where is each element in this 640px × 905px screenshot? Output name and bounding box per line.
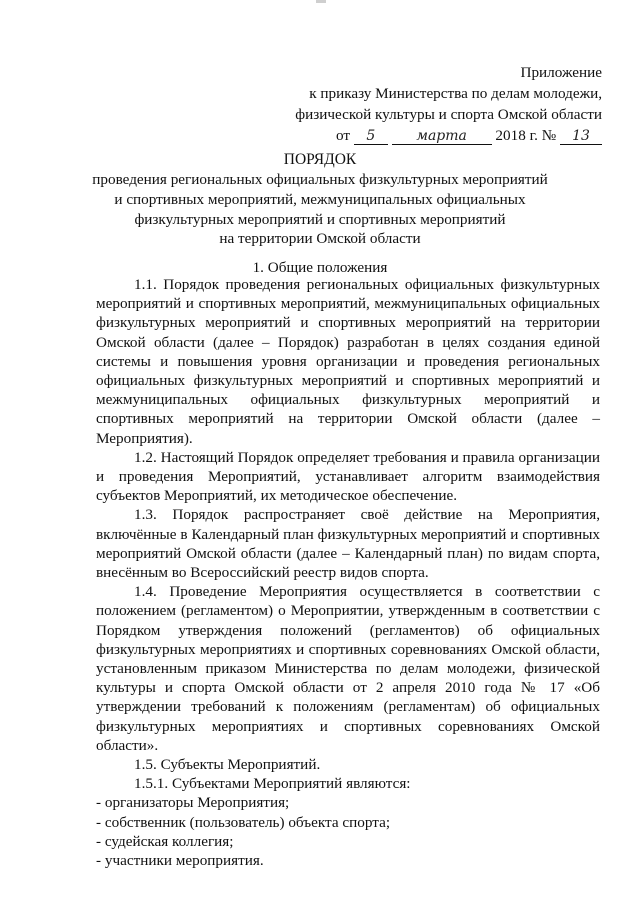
paragraph-1-5: 1.5. Субъекты Мероприятий.: [134, 756, 321, 774]
handwritten-day: 5: [354, 128, 388, 145]
paragraph-1-4: 1.4. Проведение Мероприятия осуществляется в соответствии с положением (регламентом) о Мероприятии, утвержденным в соответствии с Порядком утверждения положений (регламентов) об официальных физкультурных мероприятиях и спортивных соревнованиях Омской области, установленным приказом Министерства по делам молодежи, физической культуры и спорта Омской области от 2 апреля 2010 года № 17 «Об утверждении требований к положениям (регламентам) об официальных физкультурных мероприятиях и спортивных соревнованиях Омской области».: [96, 583, 600, 754]
paragraph-1-3: 1.3. Порядок распространяет своё действие на Мероприятия, включённые в Календарный план физкультурных мероприятий и спортивных мероприятий Омской области (далее – Календарный план) по видам спорта, внесённым во Всероссийский реестр видов спорта.: [96, 506, 600, 582]
subtitle-line: проведения региональных официальных физкультурных мероприятий: [92, 171, 548, 188]
subtitle-line: физкультурных мероприятий и спортивных мероприятий: [134, 210, 506, 228]
appendix-order-ref: к приказу Министерства по делам молодежи,: [309, 85, 602, 102]
appendix-label: Приложение: [520, 64, 602, 81]
list-item: - собственник (пользователь) объекта спорта;: [96, 813, 391, 831]
list-item: - организаторы Мероприятия;: [96, 794, 290, 812]
list-item: - участники мероприятия.: [96, 852, 264, 870]
document-body: [96, 275, 600, 870]
section-heading: 1. Общие положения: [252, 259, 388, 276]
date-year: 2018 г. №: [495, 127, 557, 144]
appendix-header: [182, 62, 602, 146]
document-title: ПОРЯДОК: [283, 151, 357, 168]
list-item: - судейская коллегия;: [96, 832, 234, 850]
paragraph-1-1: 1.1. Порядок проведения региональных официальных физкультурных мероприятий и спортивных мероприятий, межмуниципальных официальных физкультурных мероприятий и спортивных мероприятий на территории Омской области (далее – Порядок) разработан в целях создания единой системы и повышения уровня организации и проведения региональных официальных физкультурных мероприятий и спортивных мероприятий и межмуниципальных официальных физкультурных мероприятий и спортивных мероприятий на территории Омской области (далее – Мероприятия).: [96, 276, 600, 447]
appendix-date-line: [182, 125, 602, 146]
scan-mark: [316, 0, 326, 3]
date-prefix: от: [336, 127, 351, 144]
paragraph-1-5-1: 1.5.1. Субъектами Мероприятий являются:: [134, 775, 411, 793]
handwritten-order-number: 13: [560, 128, 602, 145]
appendix-ministry: физической культуры и спорта Омской области: [295, 106, 602, 123]
handwritten-month: марта: [392, 128, 492, 145]
paragraph-1-2: 1.2. Настоящий Порядок определяет требования и правила организации и проведения Мероприятий, устанавливает алгоритм взаимодействия субъектов Мероприятий, их методическое обеспечение.: [96, 448, 600, 505]
subtitle-line: и спортивных мероприятий, межмуниципальных официальных: [114, 190, 526, 208]
document-subtitle: [60, 170, 580, 249]
subtitle-line: на территории Омской области: [219, 230, 421, 248]
